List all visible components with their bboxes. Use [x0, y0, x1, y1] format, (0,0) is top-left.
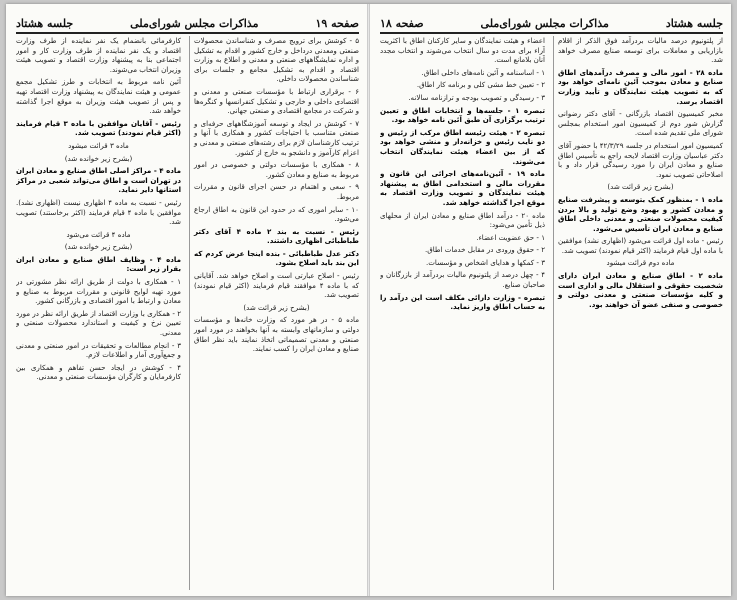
paragraph: دکتر عدل طباطبائی - بنده اینجا عرض کردم که این بند باید اصلاح بشود. — [194, 248, 359, 268]
right-page — [374, 4, 729, 596]
paragraph: کمیسیون امور استخدام در جلسه ۴۲/۳/۲۹ با حضور آقای دکتر عباسیان وزارت اقتصاد لایحه راجع به تأسیس اطاق صنایع و معادن ایران را مورد رسیدگی قرار داد و با اصلاحاتی تصویب نمود. — [558, 140, 723, 179]
paragraph: ماده ۴ قرائت می‌شود — [66, 229, 131, 239]
left-page — [10, 4, 365, 596]
paragraph: ماده ۲۰ - درآمد اطاق صنایع و معادن ایران از محلهای ذیل تأمین می‌شود: — [380, 210, 545, 230]
paragraph: اعضاء و هیئت نمایندگان و سایر کارکنان اطاق با اکثریت آراء برای مدت دو سال انتخاب می‌شوند و انتخاب مجدد آنان بلامانع است. — [380, 36, 545, 65]
paragraph: تبصره - وزارت دارائی مکلف است این درآمد را به حساب اطاق واریز نماید. — [380, 292, 545, 312]
paragraph: تبصره ۲ - هیئت رئیسه اطاق مرکب از رئیس و دو نایب رئیس و خزانه‌دار و منشی خواهد بود که از بین اعضاء هیئت نمایندگان انتخاب می‌شوند. — [380, 127, 545, 166]
journal-title: مذاکرات مجلس شورای‌ملی — [130, 17, 259, 30]
paragraph: ۸ - همکاری با مؤسسات دولتی و خصوصی در امور مربوط به صنایع و معادن کشور. — [194, 160, 359, 179]
right-page-header — [380, 12, 723, 34]
paragraph: ۱ - حق عضویت اعضاء. — [476, 232, 545, 242]
paragraph: ۹ - سعی و اهتمام در حسن اجرای قانون و مقررات مربوط. — [194, 182, 359, 201]
paragraph: تبصره ۱ - جلسه‌ها و انتخابات اطاق و تعیین ترتیب برگزاری آن طبق آئین نامه خواهد بود. — [380, 105, 545, 125]
paragraph: رئیس - اصلاح عبارتی است و اصلاح خواهد شد. آقایانی که با ماده ۴ موافقند قیام فرمایند (اکثر قیام نمودند) تصویب شد. — [194, 271, 359, 300]
paragraph: ۱ - همکاری با دولت از طریق ارائه نظر مشورتی در مورد تهیه لوایح قانونی و مقررات مربوط به صنایع و معادن و ارتباط با امور اقتصادی و بازرگانی کشور. — [16, 277, 181, 306]
column — [553, 36, 723, 590]
paragraph: (بشرح زیر قرائت شد) — [607, 182, 674, 192]
paragraph: ۵ - کوشش برای ترویج مصرف و شناساندن محصولات صنعتی ومعدنی درداخل و خارج کشور و اقدام به تشکیل و اداره نمایشگاههای صنعتی و معدنی و اطلاع به وزارت اقتصاد و اقدام به تشکیل مجامع و جلسات برای شناساندن محصولات داخلی. — [194, 36, 359, 84]
paragraph: ماده ۵ - در هر مورد که وزارت خانه‌ها و مؤسسات دولتی و سازمانهای وابسته به آنها بخواهند در مورد امور صنعتی و معدنی تصمیماتی اتخاذ نمایند باید نظر اطاق صنایع و معادن ایران را کسب نمایند. — [194, 315, 359, 354]
paragraph: (بشرح زیر قرائت شد) — [243, 302, 310, 312]
paragraph: ۷ - کوشش در ایجاد و توسعه آموزشگاههای حرفه‌ای و صنعتی متناسب با احتیاجات کشور و همکاری با آنها و ترتیب کارشناسان لازم برای رشته‌های صنعتی و معدنی و اعزام کارآموز و دانشجو به خارج از کشور. — [194, 118, 359, 157]
paragraph: ماده ۲ - اطاق صنایع و معادن ایران دارای شخصیت حقوقی و استقلال مالی و اداری است و کلیه مؤسسات صنعتی و معدنی دولتی و خصوصی و صنفی عضو آن خواهند بود. — [558, 271, 723, 309]
paragraph: ماده ۱ - بمنظور کمک بتوسعه و پیشرفت صنایع و معادن کشور و بهبود وضع تولید و بالا بردن کیفیت محصولات صنعتی و معدنی داخلی اطاق صنایع و معادن ایران تأسیس می‌شود. — [558, 194, 723, 233]
page-number: صفحه ۱۹ — [315, 17, 359, 30]
paragraph: رئیس - نسبت به بند ۲ ماده ۴ آقای دکتر طباطبائی اظهاری داشتند. — [194, 226, 359, 246]
paragraph: آئین نامه مربوط به انتخابات و طرز تشکیل مجمع عمومی و هیئت نمایندگان به پیشنهاد وزارت اقتصاد تهیه و پس از تصویب هیئت وزیران به موقع اجرا گذاشته خواهد شد. — [16, 77, 181, 116]
paragraph: ۴ - کوشش در ایجاد حسن تفاهم و همکاری بین کارفرمایان و کارگران مؤسسات صنعتی و معدنی. — [16, 362, 181, 382]
paragraph: ماده ۴ - مراکز اصلی اطاق صنایع و معادن ایران در تهران است و اطاق می‌تواند شعبی در مراکز استانها دایر نماید. — [16, 166, 181, 195]
right-page-columns — [380, 36, 723, 590]
page-number: صفحه ۱۸ — [380, 17, 424, 30]
paragraph: ماده ۳ قرائت میشود — [68, 140, 129, 150]
paragraph: (بشرح زیر خوانده شد) — [64, 153, 133, 163]
book-gutter — [367, 4, 370, 596]
paragraph: مخبر کمیسیون اقتصاد بازرگانی - آقای دکتر رضوانی گزارش شور دوم از کمیسیون امور استخدام بمجلس شورای ملی تقدیم شده است. — [558, 109, 723, 138]
left-page-header — [16, 12, 359, 34]
paragraph: ۱ - اساسنامه و آئین نامه‌های داخلی اطاق. — [421, 67, 545, 77]
book-spread — [6, 4, 731, 596]
paragraph: ماده ۱۹ - آئین‌نامه‌های اجرائی این قانون و مقررات مالی و استخدامی اطاق به پیشنهاد هیئت نمایندگان و تصویب وزارت اقتصاد به موقع اجرا گذاشته خواهد شد. — [380, 169, 545, 207]
paragraph: ۳ - کمکها و هدایای اشخاص و مؤسسات. — [425, 257, 545, 267]
paragraph: ۶ - برقراری ارتباط با مؤسسات صنعتی و معدنی و اقتصادی داخلی و خارجی و تشکیل کنفرانسها و کنگره‌ها و شرکت در مجامع اقتصادی و صنعتی جهانی. — [194, 86, 359, 116]
paragraph: ۴ - چهل درصد از پلتونیوم مالیات بردرآمد از بازرگانان و صاحبان صنایع. — [380, 270, 545, 290]
paragraph: ماده ۴ - وظایف اطاق صنایع و معادن ایران بقرار زیر است: — [16, 254, 181, 274]
paragraph: ۲ - حقوق ورودی در مقابل خدمات اطاق. — [424, 245, 545, 255]
paragraph: کارفرمائی بانضمام یک نفر نماینده از طرف وزارت اقتصاد و یک نفر نماینده از طرف وزارت کار و امور اجتماعی بنا به پیشنهاد وزارت اقتصاد و تصویب هیئت وزیران انتخاب می‌شوند. — [16, 36, 181, 74]
paragraph: ۱۰ - سایر اموری که در حدود این قانون به اطاق ارجاع می‌شود. — [194, 204, 359, 224]
left-page-columns — [16, 36, 359, 590]
session-label: جلسه هشتاد — [665, 17, 723, 30]
paragraph: رئیس - آقایان موافقین با ماده ۳ قیام فرمایند (اکثر قیام نمودند) تصویب شد. — [16, 118, 181, 138]
paragraph: ۲ - تعیین خط مشی کلی و برنامه کار اطاق. — [416, 80, 545, 90]
paragraph: رئیس - نسبت به ماده ۴ اظهاری نیست (اظهاری نشد). موافقین با ماده ۴ قیام فرمایند (اکثر برخاستند) تصویب شد. — [16, 197, 181, 227]
paragraph: ماده ۲۸ - امور مالی و مصرف درآمدهای اطاق صنایع و معادن بموجب آئین نامه‌ای خواهد بود که به تصویب هیئت نمایندگان و تأیید وزارت اقتصاد برسد. — [558, 67, 723, 106]
journal-title: مذاکرات مجلس شورای‌ملی — [480, 17, 609, 30]
paragraph: از پلتونیوم درصد مالیات بردرآمد فوق الذکر از اقلام بازاریابی و معاملات برای توسعه صنایع مصرف خواهد شد. — [558, 36, 723, 65]
paragraph: ۲ - همکاری با وزارت اقتصاد از طریق ارائه نظر در مورد تعیین نرخ و کیفیت و استاندارد محصولات صنعتی و معدنی. — [16, 308, 181, 338]
column — [16, 36, 181, 590]
paragraph: ۳ - رسیدگی و تصویب بودجه و ترازنامه سالانه. — [408, 92, 545, 102]
paragraph: ۳ - انجام مطالعات و تحقیقات در امور صنعتی و معدنی و جمع‌آوری آمار و اطلاعات لازم. — [16, 340, 181, 360]
column — [189, 36, 359, 590]
paragraph: (بشرح زیر خوانده شد) — [64, 242, 133, 252]
paragraph: رئیس - ماده اول قرائت می‌شود (اظهاری نشد) موافقین با ماده اول قیام فرمایند (اکثر قیام نمودند) تصویب شد. — [558, 236, 723, 255]
column — [380, 36, 545, 590]
paragraph: ماده دوم قرائت میشود — [606, 258, 675, 268]
session-label: جلسه هشتاد — [16, 17, 74, 30]
